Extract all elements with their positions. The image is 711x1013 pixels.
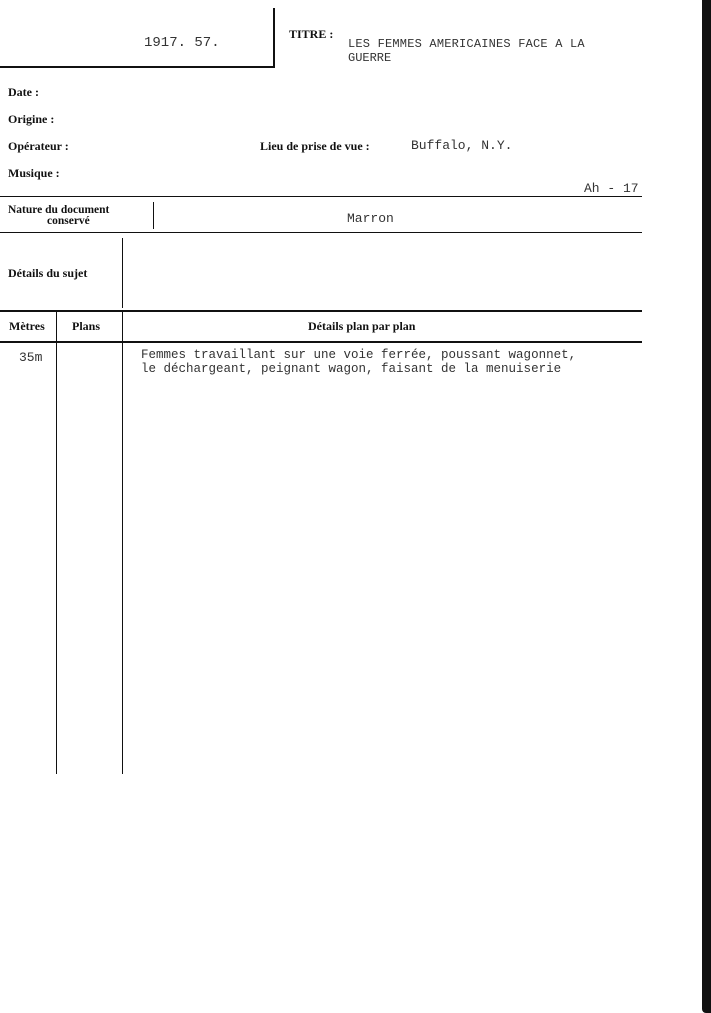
row-metres: 35m [19,350,43,365]
column-header-plans: Plans [72,319,101,333]
nature-top-rule [0,196,642,197]
lieu-label: Lieu de prise de vue : [260,139,370,153]
page-edge-shadow [702,0,711,1013]
operateur-label: Opérateur : [8,139,69,153]
document-code: Ah - 17 [584,181,639,196]
nature-bracket [153,202,154,229]
table-header-rule [0,341,642,343]
origine-label: Origine : [8,112,55,126]
nature-bottom-rule [0,232,642,233]
musique-label: Musique : [8,166,60,180]
details-sujet-label: Détails du sujet [8,266,88,280]
column-divider-plans-details [122,312,123,774]
header-box-bottom-rule [0,66,274,68]
nature-label-line-2: conservé [47,215,90,227]
reference-number: 1917. 57. [144,35,220,51]
row-details-line-1: Femmes travaillant sur une voie ferrée, poussant wagonnet, [141,348,577,362]
title-line-1: LES FEMMES AMERICAINES FACE A LA [348,37,585,51]
lieu-value: Buffalo, N.Y. [411,138,513,153]
title-line-2: GUERRE [348,51,392,65]
column-header-metres: Mètres [9,319,45,333]
header-box-divider [273,8,275,68]
nature-value: Marron [347,211,394,226]
column-header-details: Détails plan par plan [308,319,416,333]
row-details-line-2: le déchargeant, peignant wagon, faisant de la menuiserie [141,362,562,376]
title-label: TITRE : [289,27,334,41]
details-sujet-bracket [122,238,123,308]
details-sujet-bottom-rule [0,310,642,312]
column-divider-metres-plans [56,312,57,774]
date-label: Date : [8,85,39,99]
nature-label-line-1: Nature du document [8,204,110,216]
